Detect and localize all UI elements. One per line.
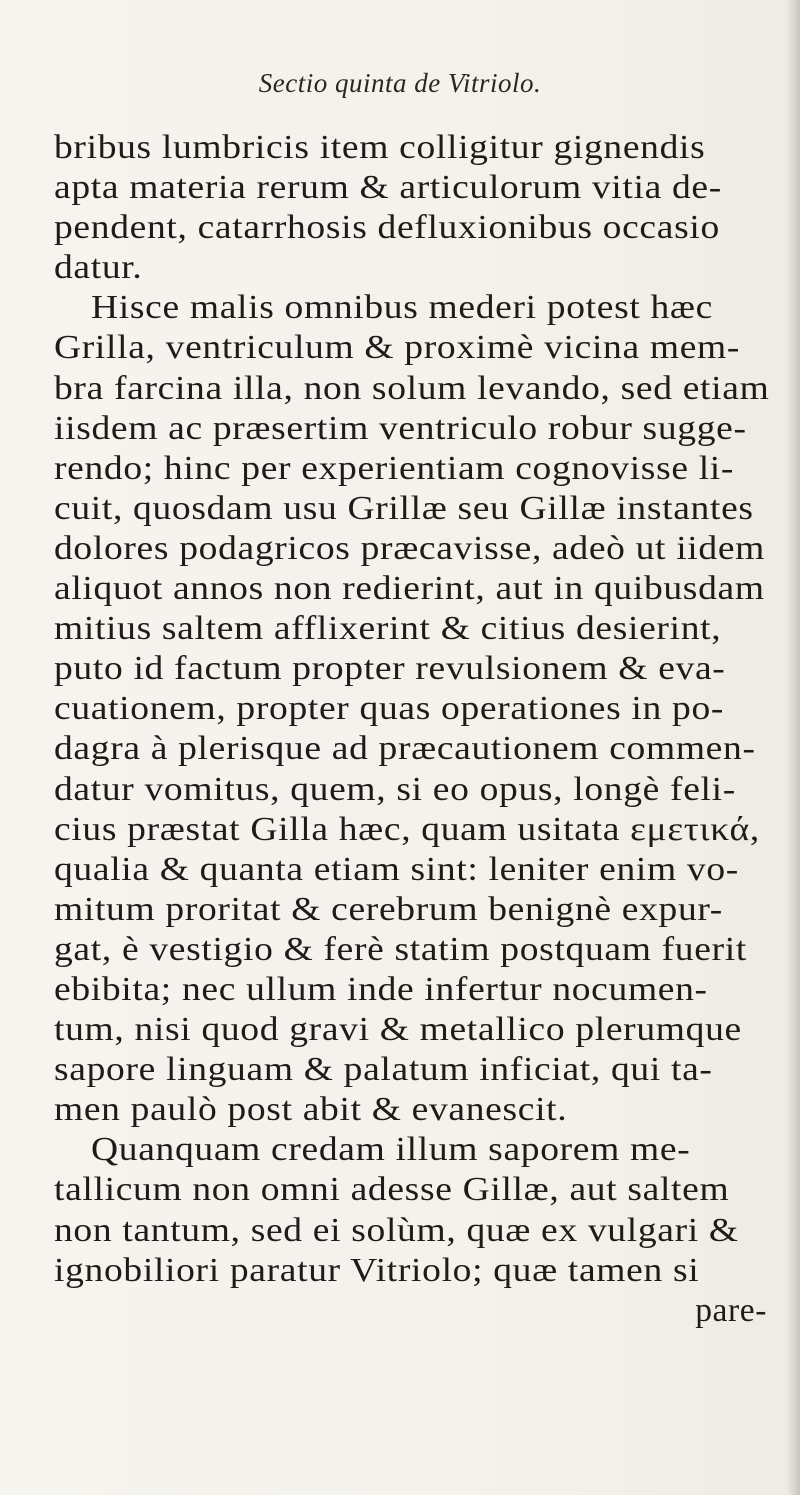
page-edge <box>788 0 800 1495</box>
text-line: gat, è vestigio & ferè statim postquam fuerit <box>54 930 747 968</box>
text-line: cuationem, propter quas operationes in po- <box>54 690 725 728</box>
text-line: puto id factum propter revulsionem & eva- <box>54 650 726 688</box>
text-line: rendo; hinc per experientiam cognovisse li- <box>54 449 735 487</box>
running-header: Sectio quinta de Vitriolo. <box>258 68 542 98</box>
text-line: bribus lumbricis item colligitur gignendis <box>54 129 706 166</box>
text-line: Quanquam credam illum saporem me- <box>91 1131 691 1169</box>
text-line: mitum proritat & cerebrum benignè expur- <box>54 890 723 928</box>
text-line: Hisce malis omnibus mederi potest hæc <box>91 289 713 327</box>
text-line: ebibita; nec ullum inde infertur nocumen- <box>54 970 708 1008</box>
text-line: cuit, quosdam usu Grillæ seu Gillæ instantes <box>54 489 754 527</box>
text-line: men paulò post abit & evanescit. <box>54 1091 568 1129</box>
text-line: cius præstat Gilla hæc, quam usitata εμετικά, <box>54 810 760 848</box>
text-line: bra farcina illa, non solum levando, sed etiam <box>54 369 770 407</box>
text-line: dolores podagricos præcavisse, adeò ut iidem <box>54 529 766 567</box>
body-text <box>54 128 779 1331</box>
text-line: apta materia rerum & articulorum vitia de- <box>54 169 722 207</box>
text-line: sapore linguam & palatum inficiat, qui ta- <box>54 1051 713 1089</box>
text-line: dagra à plerisque ad præcautionem commen- <box>54 730 756 768</box>
catchword: pare- <box>695 1291 767 1329</box>
text-line: pendent, catarrhosis defluxionibus occasio <box>54 209 720 247</box>
text-line: Grilla, ventriculum & proximè vicina mem- <box>54 329 741 367</box>
text-line: aliquot annos non redierint, aut in quibusdam <box>54 570 765 608</box>
text-line: ignobiliori paratur Vitriolo; quæ tamen si <box>54 1251 700 1289</box>
text-line: datur vomitus, quem, si eo opus, longè feli- <box>54 770 736 808</box>
text-line: non tantum, sed ei solùm, quæ ex vulgari & <box>54 1211 739 1249</box>
text-line: iisdem ac præsertim ventriculo robur sugge- <box>54 409 747 447</box>
text-line: qualia & quanta etiam sint: leniter enim vo- <box>54 850 739 888</box>
text-line: datur. <box>54 249 143 287</box>
text-line: tallicum non omni adesse Gillæ, aut saltem <box>54 1171 730 1209</box>
text-line: tum, nisi quod gravi & metallico plerumque <box>54 1011 742 1049</box>
text-line: mitius saltem afflixerint & citius desierint, <box>54 610 722 648</box>
